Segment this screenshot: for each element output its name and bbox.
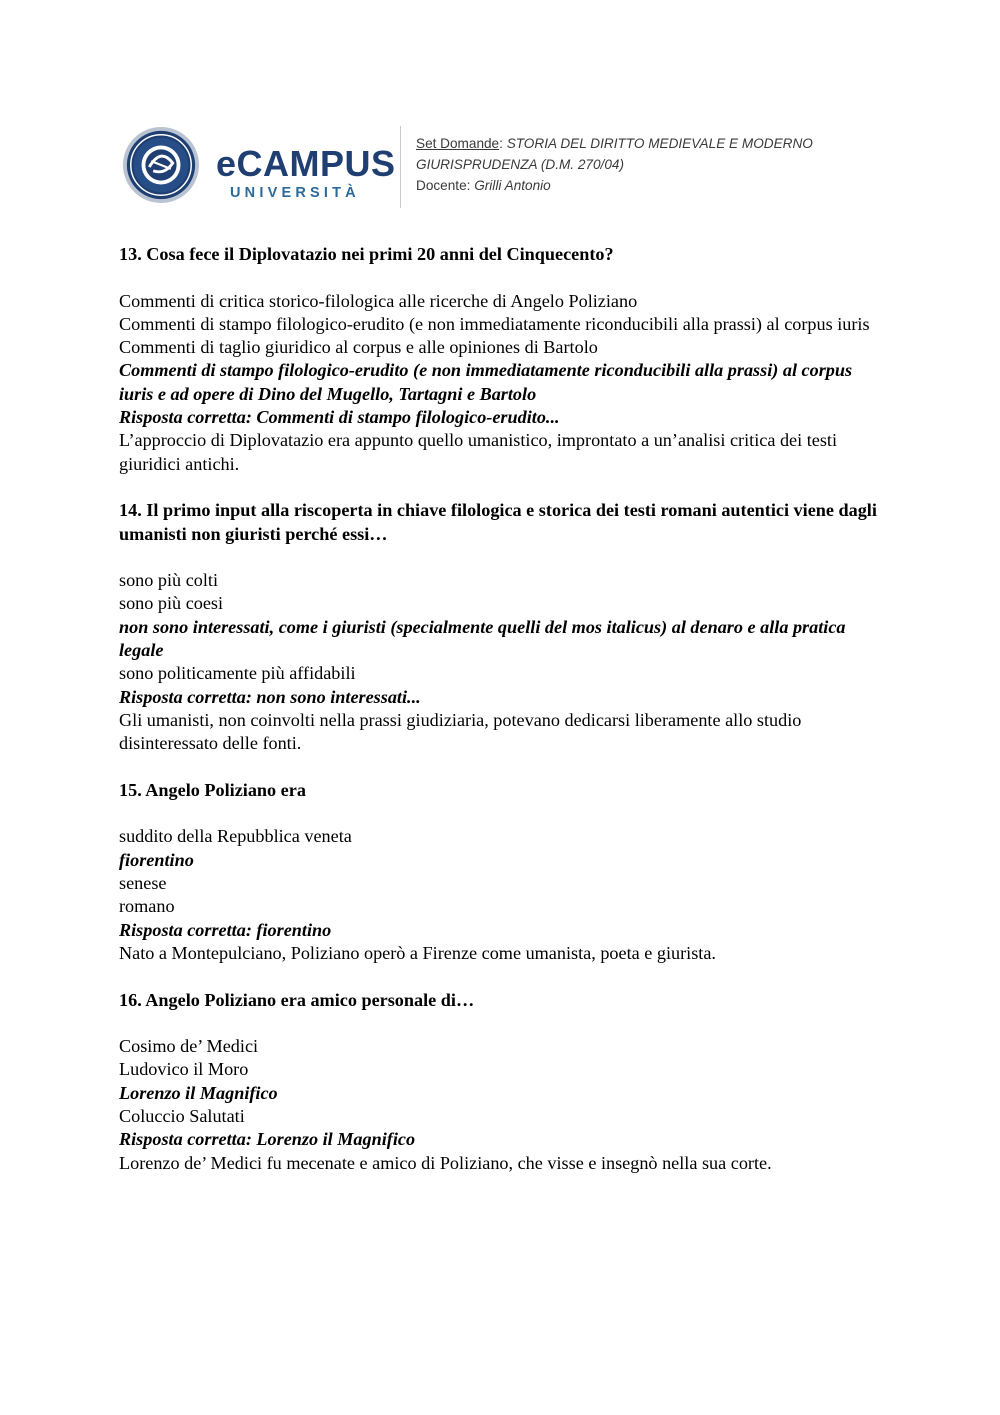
set-value-line1: STORIA DEL DIRITTO MEDIEVALE E MODERNO: [506, 136, 813, 151]
question-block-16: [119, 989, 889, 1175]
answer-option-correct: Lorenzo il Magnifico: [119, 1082, 278, 1103]
set-separator: :: [499, 136, 507, 151]
correct-answer: Risposta corretta: Lorenzo il Magnifico: [119, 1129, 416, 1150]
ecampus-seal-icon: [122, 126, 200, 204]
question-title: 16. Angelo Poliziano era amico personale di…: [119, 989, 475, 1010]
answer-option: Commenti di stampo filologico-erudito (e non immediatamente riconducibili alla prassi) al corpus iuris: [119, 313, 870, 334]
answer-option: romano: [119, 896, 175, 917]
docente-label: Docente:: [416, 178, 475, 193]
logo-brand-rest: CAMPUS: [236, 143, 396, 184]
answer-option: Cosimo de’ Medici: [119, 1036, 259, 1057]
answer-explanation: Lorenzo de’ Medici fu mecenate e amico di Poliziano, che visse e insegnò nella sua corte.: [119, 1152, 772, 1173]
correct-answer: Risposta corretta: Commenti di stampo filologico-erudito...: [119, 407, 560, 428]
correct-answer: Risposta corretta: fiorentino: [119, 919, 332, 940]
answer-explanation: L’approccio di Diplovatazio era appunto quello umanistico, improntato a un’analisi critica dei testi giuridici antichi.: [119, 430, 838, 474]
answer-option: sono più colti: [119, 570, 219, 591]
answer-explanation: Nato a Montepulciano, Poliziano operò a Firenze come umanista, poeta e giurista.: [119, 942, 716, 963]
set-value-line2: GIURISPRUDENZA (D.M. 270/04): [416, 157, 624, 172]
answer-option: Commenti di taglio giuridico al corpus e alle opiniones di Bartolo: [119, 337, 598, 358]
questions-content: [119, 243, 889, 1198]
answer-option: senese: [119, 873, 167, 894]
question-block-13: [119, 243, 889, 476]
header-divider: [400, 126, 401, 208]
answer-option: sono politicamente più affidabili: [119, 663, 356, 684]
answer-option-correct: Commenti di stampo filologico-erudito (e non immediatamente riconducibili alla prassi) al corpus iuris e ad opere di Dino del Mugello, Tartagni e Bartolo: [119, 360, 853, 404]
answer-option: Coluccio Salutati: [119, 1105, 245, 1126]
answer-option: sono più coesi: [119, 593, 224, 614]
set-label: Set Domande: [416, 136, 500, 151]
header-info: [416, 133, 813, 196]
question-block-14: [119, 499, 889, 755]
logo-subtitle: UNIVERSITÀ: [230, 185, 360, 201]
ecampus-logo: [216, 143, 396, 201]
question-title: 14. Il primo input alla riscoperta in chiave filologica e storica dei testi romani autentici viene dagli umanisti non giuristi perché essi…: [119, 500, 877, 544]
answer-option: Commenti di critica storico-filologica alle ricerche di Angelo Poliziano: [119, 290, 638, 311]
answer-option: Ludovico il Moro: [119, 1059, 249, 1080]
answer-option-correct: non sono interessati, come i giuristi (specialmente quelli del mos italicus) al denaro e alla pratica legale: [119, 616, 846, 661]
question-title: 13. Cosa fece il Diplovatazio nei primi 20 anni del Cinquecento?: [119, 244, 614, 264]
answer-option-correct: fiorentino: [119, 849, 194, 870]
docente-value: Grilli Antonio: [474, 178, 551, 193]
logo-brand-prefix: e: [216, 143, 237, 184]
question-title: 15. Angelo Poliziano era: [119, 779, 306, 800]
correct-answer: Risposta corretta: non sono interessati...: [119, 686, 421, 707]
answer-option: suddito della Repubblica veneta: [119, 826, 352, 847]
question-block-15: [119, 779, 889, 965]
answer-explanation: Gli umanisti, non coinvolti nella prassi giudiziaria, potevano dedicarsi liberamente allo studio disinteressato delle fonti.: [119, 709, 802, 754]
document-header: [118, 124, 878, 210]
